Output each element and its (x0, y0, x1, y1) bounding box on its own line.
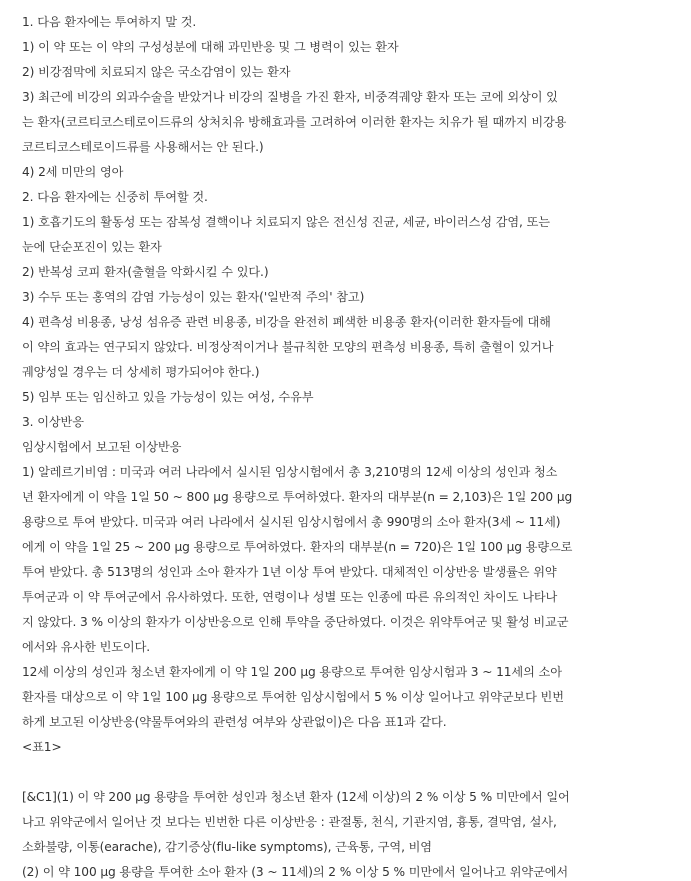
text-line: 년 환자에게 이 약을 1일 50 ~ 800 μg 용량으로 투여하였다. 환자의 대부분(n = 2,103)은 1일 200 μg (22, 490, 573, 504)
text-line: 나고 위약군에서 일어난 것 보다는 빈번한 다른 이상반응 : 관절통, 천식, 기관지염, 흉통, 결막염, 설사, (22, 815, 557, 829)
text-line: 임상시험에서 보고된 이상반응 (22, 440, 182, 454)
text-line: 1) 알레르기비염 : 미국과 여러 나라에서 실시된 임상시험에서 총 3,210명의 12세 이상의 성인과 청소 (22, 465, 558, 479)
text-line: 궤양성일 경우는 더 상세히 평가되어야 한다.) (22, 365, 260, 379)
text-line: 에게 이 약을 1일 25 ~ 200 μg 용량으로 투여하였다. 환자의 대부분(n = 720)은 1일 100 μg 용량으로 (22, 540, 573, 554)
text-line: 4) 2세 미만의 영아 (22, 165, 124, 179)
text-line: 1) 호흡기도의 활동성 또는 잠복성 결핵이나 치료되지 않은 전신성 진균, 세균, 바이러스성 감염, 또는 (22, 215, 550, 229)
text-line: 5) 임부 또는 임신하고 있을 가능성이 있는 여성, 수유부 (22, 390, 314, 404)
text-line: 1. 다음 환자에는 투여하지 말 것. (22, 15, 197, 29)
text-line: 3. 이상반응 (22, 415, 84, 429)
text-line: <표1> (22, 740, 62, 754)
text-line: 하게 보고된 이상반응(약물투여와의 관련성 여부와 상관없이)은 다음 표1과 같다. (22, 715, 447, 729)
text-line: 환자를 대상으로 이 약 1일 100 μg 용량으로 투여한 임상시험에서 5 % 이상 일어나고 위약군보다 빈번 (22, 690, 564, 704)
text-line: 투여군과 이 약 투여군에서 유사하였다. 또한, 연령이나 성별 또는 인종에 따른 유의적인 차이도 나타나 (22, 590, 558, 604)
text-line: 이 약의 효과는 연구되지 않았다. 비정상적이거나 불규칙한 모양의 편측성 비용종, 특히 출혈이 있거나 (22, 340, 554, 354)
text-line: 눈에 단순포진이 있는 환자 (22, 240, 162, 254)
text-line: 4) 편측성 비용종, 낭성 섬유증 관련 비용종, 비강을 완전히 폐색한 비용종 환자(이러한 환자들에 대해 (22, 315, 551, 329)
text-line: 2) 반복성 코피 환자(출혈을 악화시킬 수 있다.) (22, 265, 269, 279)
text-line: 에서와 유사한 빈도이다. (22, 640, 151, 654)
text-line: 3) 수두 또는 홍역의 감염 가능성이 있는 환자('일반적 주의' 참고) (22, 290, 365, 304)
text-line: (2) 이 약 100 μg 용량을 투여한 소아 환자 (3 ~ 11세)의 2 % 이상 5 % 미만에서 일어나고 위약군에서 (22, 865, 569, 879)
text-line: 코르티코스테로이드류를 사용해서는 안 된다.) (22, 140, 264, 154)
text-line: 2. 다음 환자에는 신중히 투여할 것. (22, 190, 208, 204)
text-line: 용량으로 투여 받았다. 미국과 여러 나라에서 실시된 임상시험에서 총 990명의 소아 환자(3세 ~ 11세) (22, 515, 561, 529)
text-line: [&C1](1) 이 약 200 μg 용량을 투여한 성인과 청소년 환자 (12세 이상)의 2 % 이상 5 % 미만에서 일어 (22, 790, 570, 804)
text-line: 투여 받았다. 총 513명의 성인과 소아 환자가 1년 이상 투여 받았다. 대체적인 이상반응 발생률은 위약 (22, 565, 557, 579)
text-line: 소화불량, 이통(earache), 감기증상(flu-like symptoms), 근육통, 구역, 비염 (22, 840, 432, 854)
text-line: 1) 이 약 또는 이 약의 구성성분에 대해 과민반응 및 그 병력이 있는 환자 (22, 40, 399, 54)
text-line: 는 환자(코르티코스테로이드류의 상처치유 방해효과를 고려하여 이러한 환자는 치유가 될 때까지 비강용 (22, 115, 567, 129)
text-line: 3) 최근에 비강의 외과수술을 받았거나 비강의 질병을 가진 환자, 비중격궤양 환자 또는 코에 외상이 있 (22, 90, 558, 104)
text-line: 2) 비강점막에 치료되지 않은 국소감염이 있는 환자 (22, 65, 291, 79)
text-line: 12세 이상의 성인과 청소년 환자에게 이 약 1일 200 μg 용량으로 투여한 임상시험과 3 ~ 11세의 소아 (22, 665, 562, 679)
text-line: 지 않았다. 3 % 이상의 환자가 이상반응으로 인해 투약을 중단하였다. 이것은 위약투여군 및 활성 비교군 (22, 615, 569, 629)
